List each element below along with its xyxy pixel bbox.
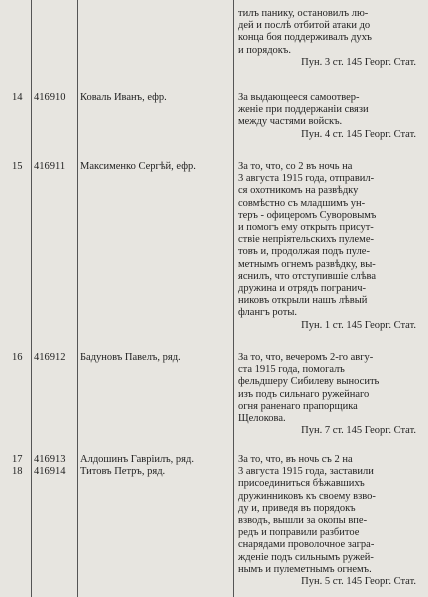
column-rule-1 [31, 0, 32, 597]
desc-line: и помогъ ему открыть присут- [238, 222, 374, 234]
statute-reference: Пун. 5 ст. 145 Георг. Стат. [301, 576, 416, 588]
desc-line: теръ - офицеромъ Суворовымъ [238, 209, 377, 221]
desc-line: редъ и поправили разбитое [238, 527, 360, 539]
desc-line: флангъ роты. [238, 307, 298, 319]
desc-line: совмѣстно съ младшимъ ун- [238, 197, 366, 209]
recipient-names [80, 454, 230, 478]
entry-number: 14 [12, 92, 23, 103]
cross-number: 416913 [34, 454, 66, 465]
desc-line: присоединиться бѣжавшихъ [238, 478, 365, 490]
cross-numbers [34, 454, 76, 478]
desc-line: 3 августа 1915 года, отправил- [238, 173, 375, 185]
entry-number: 18 [12, 466, 23, 478]
cross-number: 416910 [34, 92, 66, 103]
entry-description [238, 92, 428, 141]
desc-line: ствіе непріятельскихъ пулеме- [238, 234, 374, 246]
desc-line: дей и послѣ отбитой атаки до [238, 20, 371, 32]
entry-number: 16 [12, 352, 23, 363]
entry-description [238, 8, 428, 69]
entry-description [238, 161, 428, 332]
cross-number: 416914 [34, 466, 66, 478]
desc-line: 3 августа 1915 года, заставили [238, 466, 374, 478]
desc-line: фельдшеру Сибилеву выносить [238, 376, 380, 388]
desc-line: За то, что, въ ночь съ 2 на [238, 454, 353, 465]
desc-line: дружина и отрядъ погранич- [238, 283, 366, 295]
recipient-name: Титовъ Петръ, ряд. [80, 466, 166, 478]
desc-line: снарядами проволочное загра- [238, 539, 375, 551]
desc-line: За выдающееся самоотвер- [238, 92, 360, 103]
statute-reference: Пун. 3 ст. 145 Георг. Стат. [301, 56, 416, 68]
desc-line: конца боя поддерживалъ духъ [238, 32, 372, 44]
statute-reference: Пун. 1 ст. 145 Георг. Стат. [301, 319, 416, 331]
desc-line: Щелокова. [238, 413, 286, 425]
cross-number: 416911 [34, 161, 66, 172]
desc-line: яснилъ, что отступившіе слѣва [238, 270, 377, 282]
desc-line: ся охотникомъ на развѣдку [238, 185, 359, 197]
desc-line: никовъ открыли нашъ лѣвый [238, 295, 368, 307]
desc-line: нымъ и пулеметнымъ огнемъ. [238, 563, 372, 575]
recipient-name: Максименко Сергѣй, ефр. [80, 161, 196, 172]
recipient-name: Коваль Иванъ, ефр. [80, 92, 167, 103]
desc-line: товъ и, продолжая подъ пуле- [238, 246, 370, 258]
desc-line: огня раненаго прапорщика [238, 400, 358, 412]
desc-line: женіе при поддержаніи связи [238, 104, 369, 116]
desc-line: ста 1915 года, помогалъ [238, 364, 345, 376]
entry-number: 17 [12, 454, 23, 465]
desc-line: жденіе подъ сильнымъ ружей- [238, 551, 374, 563]
recipient-name: Бадуновъ Павелъ, ряд. [80, 352, 181, 363]
desc-line: За то, что, вечеромъ 2-го авгу- [238, 352, 374, 363]
desc-line: За то, что, со 2 въ ночь на [238, 161, 353, 172]
desc-line: тилъ панику, остановилъ лю- [238, 8, 369, 19]
cross-number: 416912 [34, 352, 66, 363]
column-rule-3 [233, 0, 234, 597]
entry-description [238, 352, 428, 437]
desc-line: метнымъ огнемъ развѣдку, вы- [238, 258, 376, 270]
entry-number: 15 [12, 161, 23, 172]
statute-reference: Пун. 7 ст. 145 Георг. Стат. [301, 425, 416, 437]
desc-line: изъ подъ сильнаго ружейнаго [238, 388, 370, 400]
desc-line: взводъ, вышли за окопы впе- [238, 515, 368, 527]
column-rule-2 [77, 0, 78, 597]
desc-line: и порядокъ. [238, 44, 291, 56]
desc-line: между частями войскъ. [238, 116, 343, 128]
entry-description [238, 454, 428, 588]
statute-reference: Пун. 4 ст. 145 Георг. Стат. [301, 128, 416, 140]
recipient-name: Алдошинъ Гавріилъ, ряд. [80, 454, 194, 465]
desc-line: ду и, приведя въ порядокъ [238, 502, 356, 514]
entry-numbers [12, 454, 30, 478]
desc-line: дружинниковъ къ своему взво- [238, 490, 376, 502]
